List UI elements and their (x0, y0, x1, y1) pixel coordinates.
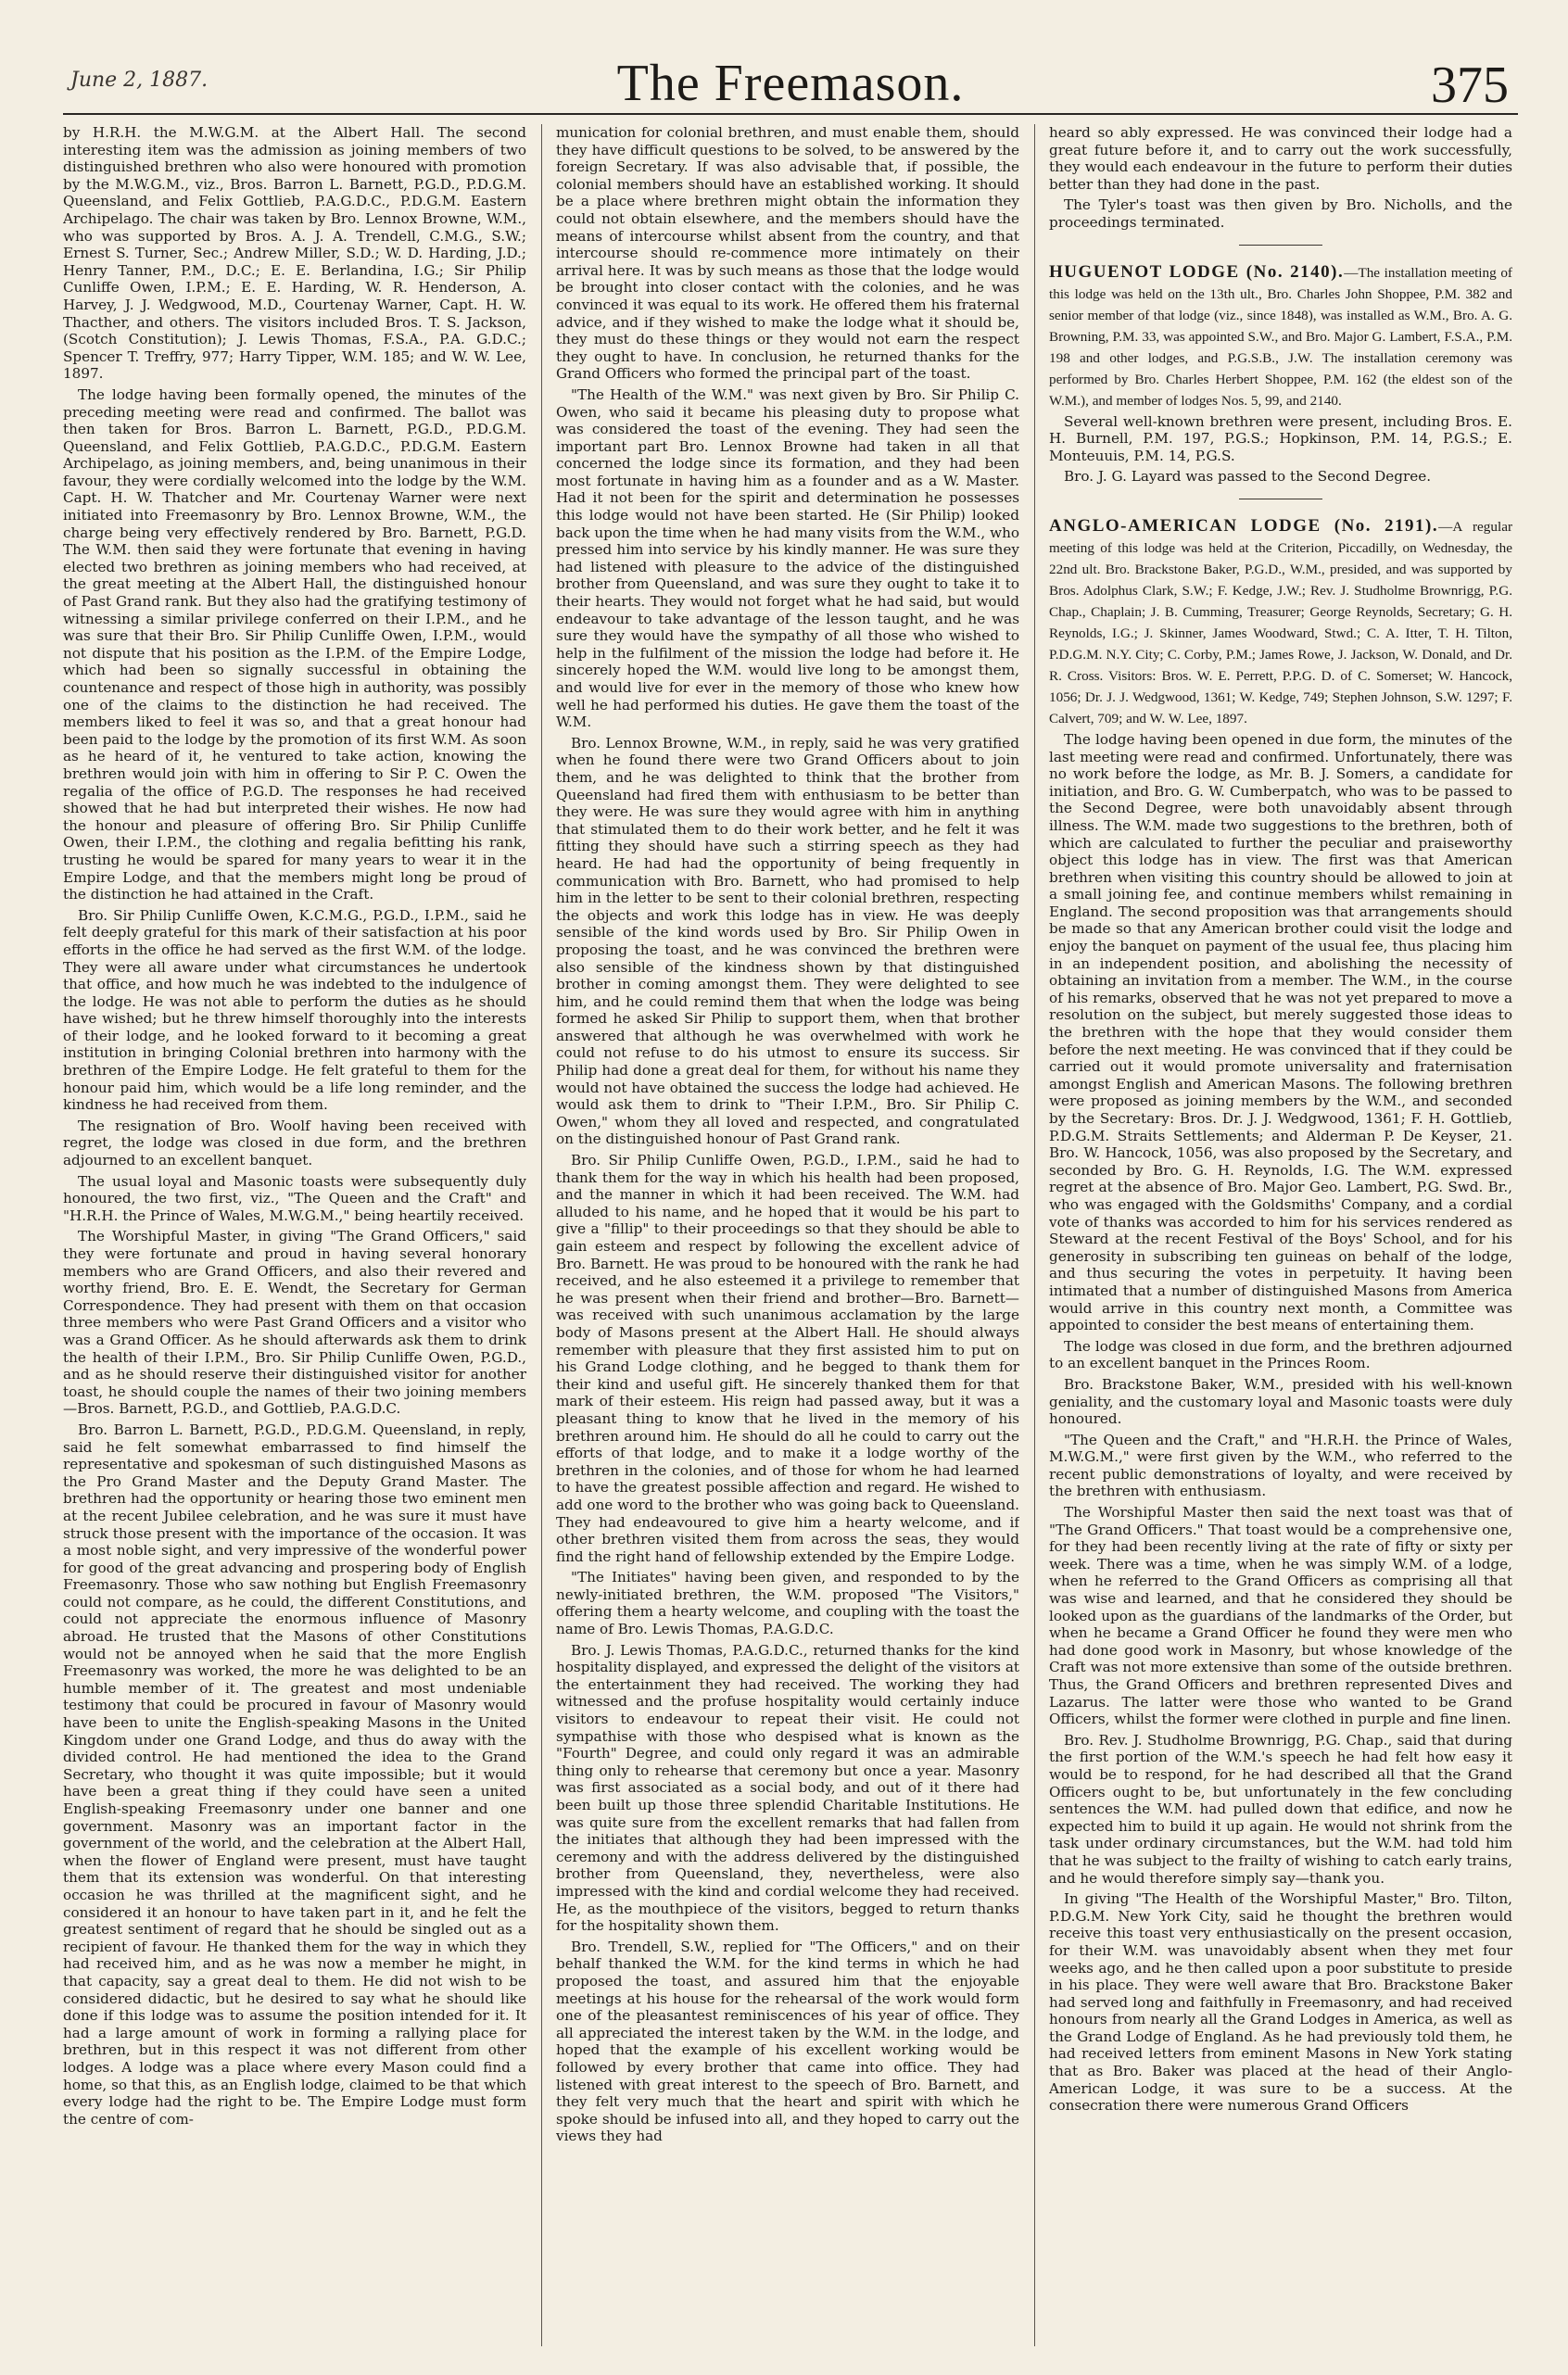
column-1 (63, 124, 526, 2346)
article-paragraph: Bro. Barron L. Barnett, P.G.D., P.D.G.M. Queensland, in reply, said he felt somewhat embarrassed to find himself the representative and spokesman of such distinguished Masons as the Pro Grand Master and the Deputy Grand Master. The brethren had the opportunity or hearing those two eminent men at the recent Jubilee celebration, and he was sure it must have struck those present with the importance of the occasion. It was a most noble sight, and very impressive of the wonderful power for good of the great advancing and prospering body of English Freemasonry. Those who saw nothing but English Freemasonry could not compare, as he could, the different Constitutions, and could not appreciate the enormous influence of Masonry abroad. He trusted that the Masons of other Constitutions would not be annoyed when he said that the more English Freemasonry was worked, the more he was delighted to be an humble member of it. The greatest and most undeniable testimony that could be procured in favour of Masonry would have been to unite the English-speaking Masons in the United Kingdom under one Grand Lodge, and thus do away with the divided control. He had mentioned the idea to the Grand Secretary, who thought it was quite impossible; but it would have been a great thing if they could have seen a united English-speaking Freemasonry under one banner and one government. Masonry was an important factor in the government of the world, and the celebration at the Albert Hall, when the flower of England were present, must have taught them that its extension was wonderful. On that interesting occasion he was thrilled at the magnificent sight, and he considered it an honour to have taken part in it, and he felt the greatest sentiment of regard that he should be singled out as a recipient of favour. He thanked them for the way in which they had received him, and as he was now a member he might, in that capacity, say a great deal to them. He did not wish to be considered didactic, but he desired to say what he should like done if this lodge was to assume the position intended for it. It had a large amount of work in forming a rallying place for brethren, but in this respect it was not different from other lodges. A lodge was a place where every Mason could find a home, so that this, as an English lodge, claimed to be that which every lodge had the right to be. The Empire Lodge must form the centre of com- (63, 1421, 526, 2128)
columns (63, 124, 1518, 2346)
huguenot-lodge-report (1049, 262, 1512, 411)
article-paragraph: The lodge having been formally opened, the minutes of the preceding meeting were read and confirmed. The ballot was then taken for Bros. Barron L. Barnett, P.G.D., P.D.G.M. Queensland, and Felix Gottlieb, P.A.G.D.C., P.D.G.M. Eastern Archipelago, as joining members, and, being unanimous in their favour, they were cordially welcomed into the lodge by the W.M. Capt. H. W. Thatcher and Mr. Courtenay Warner were next initiated into Freemasonry by Bro. Lennox Browne, W.M., the charge being very effectively rendered by Bro. Barnett, P.G.D. The W.M. then said they were fortunate that evening in having elected two brethren as joining members who had received, at the great meeting at the Albert Hall, the distinguished honour of Past Grand rank. But they also had the gratifying testimony of witnessing a similar privilege conferred on their I.P.M., and he was sure that their Bro. Sir Philip Cunliffe Owen, I.P.M., would not dispute that his position as the I.P.M. of the Empire Lodge, which had been so signally successful in obtaining the countenance and respect of those high in authority, was possibly one of the claims to the distinction he had received. The members liked to feel it was so, and that a great honour had been paid to the lodge by the promotion of its first W.M. As soon as he heard of it, he ventured to take action, knowing the brethren would join with him in offering to Sir P. C. Owen the regalia of the office of P.G.D. The responses he had received showed that he had but interpreted their wishes. He now had the honour and pleasure of offering Bro. Sir Philip Cunliffe Owen, their I.P.M., the clothing and regalia befitting his rank, trusting he would be spared for many years to wear it in the Empire Lodge, and that the members might long be proud of the distinction he had attained in the Craft. (63, 385, 526, 903)
masthead (63, 48, 1518, 115)
column-3 (1049, 124, 1512, 2346)
page-number: 375 (1431, 57, 1509, 114)
section-lead: —The installation meeting of this lodge was held on the 13th ult., Bro. Charles John Shoppee, P.M. 382 and senior member of that lodge (viz., since 1848), was installed as W.M., Bro. A. G. Browning, P.M. 33, was appointed S.W., and Bro. Major G. Lambert, F.S.A., P.M. 198 and other lodges, and P.G.S.B., J.W. The installation ceremony was performed by Bro. Charles Herbert Shoppee, P.M. 162 (the eldest son of the W.M.), and member of lodges Nos. 5, 99, and 2140. (1049, 264, 1512, 409)
section-heading: ANGLO-AMERICAN LODGE (No. 2191). (1049, 515, 1439, 536)
section-heading: HUGUENOT LODGE (No. 2140). (1049, 261, 1345, 282)
section-lead: —A regular meeting of this lodge was held at the Criterion, Piccadilly, on Wednesday, the 22nd ult. Bro. Brackstone Baker, P.G.D., W.M., presided, and was supported by Bros. Adolphus Clark, S.W.; F. Kedge, J.W.; Rev. J. Studholme Brownrigg, P.G. Chap., Chaplain; J. B. Cumming, Treasurer; George Reynolds, Secretary; G. H. Reynolds, I.G.; J. Skinner, James Woodward, Stwd.; C. A. Itter, T. H. Tilton, P.D.G.M. N.Y. City; C. Corby, P.M.; James Rowe, J. Jackson, W. Donald, and Dr. R. Cross. Visitors: Bros. W. E. Perrett, P.P.G. D. of C. Somerset; W. Hancock, 1056; Dr. J. J. Wedgwood, 1361; W. Kedge, 749; Stephen Johnson, S.W. 1297; F. Calvert, 709; and W. W. Lee, 1897. (1049, 518, 1512, 726)
article-paragraph: The Tyler's toast was then given by Bro. Nicholls, and the proceedings terminated. (1049, 196, 1512, 231)
article-paragraph: "The Health of the W.M." was next given by Bro. Sir Philip C. Owen, who said it became his pleasing duty to propose what was considered the toast of the evening. They had seen the important part Bro. Lennox Browne had taken in all that concerned the lodge since its formation, and they had been most fortunate in having him as a founder and as a W. Master. Had it not been for the spirit and determination he possesses this lodge would not have been started. He (Sir Philip) looked back upon the time when he had many visits from the W.M., who pressed him into service by his kindly manner. He was sure they had listened with pleasure to the advice of the distinguished brother from Queensland, and was sure they ought to take it to their hearts. They would not forget what he had said, but would endeavour to take advantage of the lesson taught, and he was sure they would have the sympathy of all those who wished to help in the fulfilment of the mission the lodge had before it. He sincerely hoped the W.M. would live long to be amongst them, and would live for ever in the memory of those who knew how well he had performed his duties. He gave them the toast of the W.M. (556, 385, 1019, 731)
article-paragraph: heard so ably expressed. He was convinced their lodge had a great future before it, and to carry out the work successfully, they would each endeavour in the future to perform their duties better than they had done in the past. (1049, 124, 1512, 193)
article-paragraph: The lodge was closed in due form, and the brethren adjourned to an excellent banquet in the Princes Room. (1049, 1337, 1512, 1372)
issue-date: June 2, 1887. (70, 69, 209, 92)
newspaper-title: The Freemason. (616, 55, 965, 112)
article-paragraph: "The Initiates" having been given, and responded to by the newly-initiated brethren, the W.M. proposed "The Visitors," offering them a hearty welcome, and coupling with the toast the name of Bro. Lewis Thomas, P.A.G.D.C. (556, 1569, 1019, 1638)
anglo-american-lodge-report (1049, 516, 1512, 729)
article-paragraph: Bro. J. Lewis Thomas, P.A.G.D.C., returned thanks for the kind hospitality displayed, and expressed the delight of the visitors at the entertainment they had received. The working they had witnessed and the profuse hospitality would certainly induce visitors to endeavour to repeat their visit. He could not sympathise with those who despised what is known as the "Fourth" Degree, and could only regard it was an admirable thing only to rehearse that ceremony but once a year. Masonry was first associated as a social body, and out of it there had been built up those three splendid Charitable Institutions. He was quite sure from the excellent remarks that had fallen from the initiates that although they had been impressed with the ceremony and with the address delivered by the distinguished brother from Queensland, they, nevertheless, were also impressed with the kind and cordial welcome they had received. He, as the mouthpiece of the visitors, begged to return thanks for the hospitality shown them. (556, 1641, 1019, 1935)
article-paragraph: Bro. Sir Philip Cunliffe Owen, K.C.M.G., P.G.D., I.P.M., said he felt deeply grateful for this mark of their satisfaction at his poor efforts in the office he had served as the first W.M. of the lodge. They were all aware under what circumstances he undertook that office, and how much he was indebted to the indulgence of the lodge. He was not able to perform the duties as he should have wished; but he threw himself thoroughly into the interests of their lodge, and he looked forward to it becoming a great institution in bringing Colonial brethren into harmony with the brethren of the Empire Lodge. He felt grateful to them for the honour paid him, which would be a life long reminder, and the kindness he had received from them. (63, 906, 526, 1114)
column-rule (541, 124, 542, 2346)
article-paragraph: The usual loyal and Masonic toasts were subsequently duly honoured, the two first, viz., "The Queen and the Craft" and "H.R.H. the Prince of Wales, M.W.G.M.," being heartily received. (63, 1172, 526, 1224)
column-rule (1034, 124, 1035, 2346)
article-paragraph: "The Queen and the Craft," and "H.R.H. the Prince of Wales, M.W.G.M.," were first given by the W.M., who referred to the recent public demonstrations of loyalty, and were received by the brethren with enthusiasm. (1049, 1431, 1512, 1500)
article-paragraph: The resignation of Bro. Woolf having been received with regret, the lodge was closed in due form, and the brethren adjourned to an excellent banquet. (63, 1117, 526, 1169)
article-paragraph: In giving "The Health of the Worshipful Master," Bro. Tilton, P.D.G.M. New York City, said he thought the brethren would receive this toast very enthusiastically on the present occasion, for their W.M. was unavoidably absent when they met four weeks ago, and he then called upon a poor substitute to preside in his place. They were well aware that Bro. Brackstone Baker had served long and faithfully in Freemasonry, and had received honours from nearly all the Grand Lodges in America, as well as the Grand Lodge of England. As he had previously told them, he had received letters from eminent Masons in New York stating that as Bro. Baker was placed at the head of their Anglo-American Lodge, it was sure to be a success. At the consecration there were numerous Grand Officers (1049, 1890, 1512, 2115)
column-2 (556, 124, 1019, 2346)
article-paragraph: by H.R.H. the M.W.G.M. at the Albert Hall. The second interesting item was the admission as joining members of two distinguished brethren who also were honoured with promotion by the M.W.G.M., viz., Bros. Barron L. Barnett, P.G.D., P.D.G.M. Queensland, and Felix Gottlieb, P.A.G.D.C., P.D.G.M. Eastern Archipelago. The chair was taken by Bro. Lennox Browne, W.M., who was supported by Bros. A. J. A. Trendell, C.M.G., S.W.; Ernest S. Turner, Sec.; Andrew Miller, S.D.; W. D. Harding, J.D.; Henry Tanner, P.M., D.C.; E. E. Berlandina, I.G.; Sir Philip Cunliffe Owen, I.P.M.; E. E. Harding, W. R. Henderson, A. Harvey, J. J. Wedgwood, M.D., Courtenay Warner, Capt. H. W. Thacther, and others. The visitors included Bros. T. S. Jackson, (Scotch Constitution); J. Lewis Thomas, F.S.A., P.A. G.D.C.; Spencer T. Treffry, 977; Harry Tipper, W.M. 185; and W. W. Lee, 1897. (63, 124, 526, 383)
newspaper-page (63, 48, 1518, 2346)
section-divider (1239, 245, 1322, 246)
article-paragraph: The Worshipful Master then said the next toast was that of "The Grand Officers." That toast would be a comprehensive one, for they had been recently living at the rate of fifty or sixty per week. There was a time, when he was simply W.M. of a lodge, when he referred to the Grand Officers as comprising all that was wise and learned, and that he considered they should be looked upon as the guardians of the landmarks of the Order, but when he became a Grand Officer he found they were men who had done good work in Masonry, but whose knowledge of the Craft was not more extensive than some of the outside brethren. Thus, the Grand Officers and brethren represented Dives and Lazarus. The latter were those who wanted to be Grand Officers, whilst the former were clothed in purple and fine linen. (1049, 1504, 1512, 1728)
article-paragraph: Bro. J. G. Layard was passed to the Second Degree. (1064, 468, 1432, 486)
article-paragraph: Bro. Brackstone Baker, W.M., presided with his well-known geniality, and the customary loyal and Masonic toasts were duly honoured. (1049, 1375, 1512, 1428)
article-paragraph: munication for colonial brethren, and must enable them, should they have difficult questions to be solved, to be answered by the foreign Secretary. If was also advisable that, if possible, the colonial members should have an established working. It should be a place where brethren might obtain the information they could not obtain elsewhere, and the members should have the means of intercourse whilst absent from the country, and that intercourse should re-commence more intimately on their arrival here. It was by such means as those that the lodge would be brought into closer contact with the colonies, and he was convinced it was equal to its work. He offered them his fraternal advice, and if they wished to make the lodge what it should be, they must do these things or they would not earn the respect they ought to have. In conclusion, he returned thanks for the Grand Officers who formed the principal part of the toast. (556, 124, 1019, 383)
article-paragraph: Several well-known brethren were present, including Bros. E. H. Burnell, P.M. 197, P.G.S.; Hopkinson, P.M. 14, P.G.S.; E. Monteuuis, P.M. 14, P.G.S. (1049, 412, 1512, 464)
article-paragraph: The lodge having been opened in due form, the minutes of the last meeting were read and confirmed. Unfortunately, there was no work before the lodge, as Mr. B. J. Somers, a candidate for initiation, and Bro. G. W. Cumberpatch, who was to be passed to the Second Degree, were both unavoidably absent through illness. The W.M. made two suggestions to the brethren, both of which are calculated to further the peculiar and praiseworthy object this lodge has in view. The first was that American brethren when visiting this country should be allowed to join at a small joining fee, and continue members whilst remaining in England. The second proposition was that arrangements should be made so that any American brother could visit the lodge and enjoy the banquet on payment of the usual fee, thus placing him in an independent position, and abolishing the necessity of obtaining an invitation from a member. The W.M., in the course of his remarks, observed that he was not yet prepared to move a resolution on the subject, but merely suggested those ideas to the brethren with the hope that they would consider them before the next meeting. He was convinced that if they could be carried out it would promote universality and fraternisation amongst English and American Masons. The following brethren were proposed as joining members by the W.M., and seconded by the Secretary: Bros. Dr. J. J. Wedgwood, 1361; F. H. Gottlieb, P.D.G.M. Straits Settlements; and Alderman P. De Keyser, 21. Bro. W. Hancock, 1056, was also proposed by the Secretary, and seconded by Bro. G. H. Reynolds, I.G. The W.M. expressed regret at the absence of Bro. Major Geo. Lambert, P.G. Swd. Br., who was engaged with the Goldsmiths' Company, and a cordial vote of thanks was accorded to him for his services rendered as Steward at the recent Festival of the Boys' School, and for his generosity in subscribing ten guineas on behalf of the lodge, and thus securing the votes in perpetuity. It having been intimated that a number of distinguished Masons from America would arrive in this country next month, a Committee was appointed to consider the best means of entertaining them. (1049, 730, 1512, 1334)
article-paragraph: Bro. Sir Philip Cunliffe Owen, P.G.D., I.P.M., said he had to thank them for the way in which his health had been proposed, and the manner in which it had been received. The W.M. had alluded to his name, and he hoped that it would be his part to give a "fillip" to their proceedings so that they should be able to gain esteem and respect by following the excellent advice of Bro. Barnett. He was proud to be honoured with the rank he had received, and he also esteemed it a privilege to remember that he was present when their friend and brother—Bro. Barnett—was received with such unanimous acclamation by the large body of Masons present at the Albert Hall. He should always remember with pleasure that they first assisted him to put on his Grand Lodge clothing, and he begged to thank them for their kind and useful gift. He sincerely thanked them for that mark of their esteem. His reign had passed away, but it was a pleasant thing to know that he lived in the memory of his brethren around him. He should do all he could to carry out the efforts of that lodge, and to make it a lodge worthy of the brethren in the colonies, and of those for whom he had learned to have the greatest possible affection and regard. He wished to add one word to the brother who was going back to Queensland. They had endeavoured to give him a hearty welcome, and if other brethren visited them from across the seas, they would find the right hand of fellowship extended by the Empire Lodge. (556, 1152, 1019, 1565)
article-paragraph: The Worshipful Master, in giving "The Grand Officers," said they were fortunate and proud in having several honorary members who are Grand Officers, and also their revered and worthy friend, Bro. E. E. Wendt, the Secretary for German Correspondence. They had present with them on that occasion three members who were Past Grand Officers and a visitor who was a Grand Officer. As he should afterwards ask them to drink the health of their I.P.M., Bro. Sir Philip Cunliffe Owen, P.G.D., and as he should reserve their distinguished visitor for another toast, he should couple the names of their two joining members—Bros. Barnett, P.G.D., and Gottlieb, P.A.G.D.C. (63, 1228, 526, 1418)
article-paragraph: Bro. Rev. J. Studholme Brownrigg, P.G. Chap., said that during the first portion of the W.M.'s speech he had felt how easy it would be to respond, for he had described all that the Grand Officers ought to be, but unfortunately in the few concluding sentences the W.M. had pulled down that edifice, and now he expected him to build it up again. He would not shrink from the task under ordinary circumstances, but the W.M. had told him that he was subject to the frailty of wishing to catch early trains, and he would therefore simply say—thank you. (1049, 1731, 1512, 1887)
article-paragraph: Bro. Lennox Browne, W.M., in reply, said he was very gratified when he found there were two Grand Officers about to join them, and he was delighted to think that the brother from Queensland had fired them with enthusiasm to be better than they were. He was sure they would agree with him in anything that stimulated them to do their work better, and he felt it was fitting they should have such a stirring speech as they had heard. He had had the opportunity of being frequently in communication with Bro. Barnett, who had promised to help him in the letter to be sent to their colonial brethren, respecting the objects and work this lodge has in view. He was deeply sensible of the kind words used by Bro. Sir Philip Owen in proposing the toast, and he was convinced the brethren were also sensible of the kindness shown by that distinguished brother in coming amongst them. They were delighted to see him, and he could remind them that when the lodge was being formed he asked Sir Philip to support them, when that brother answered that although he was overwhelmed with work he could not refuse to do his utmost to ensure its success. Sir Philip had done a great deal for them, for without his name they would not have obtained the success the lodge had achieved. He would ask them to drink to "Their I.P.M., Bro. Sir Philip C. Owen," whom they all loved and respected, and congratulated on the distinguished honour of Past Grand rank. (556, 734, 1019, 1148)
article-paragraph: Bro. Trendell, S.W., replied for "The Officers," and on their behalf thanked the W.M. for the kind terms in which he had proposed the toast, and assured him that the enjoyable meetings at his house for the rehearsal of the work would form one of the pleasantest reminiscences of his year of office. They all appreciated the interest taken by the W.M. in the lodge, and hoped that the example of his excellent working would be followed by every brother that came into office. They had listened with great interest to the speech of Bro. Barnett, and they felt very much that the heart and spirit with which he spoke should be infused into all, and they hoped to carry out the views they had (556, 1938, 1019, 2145)
